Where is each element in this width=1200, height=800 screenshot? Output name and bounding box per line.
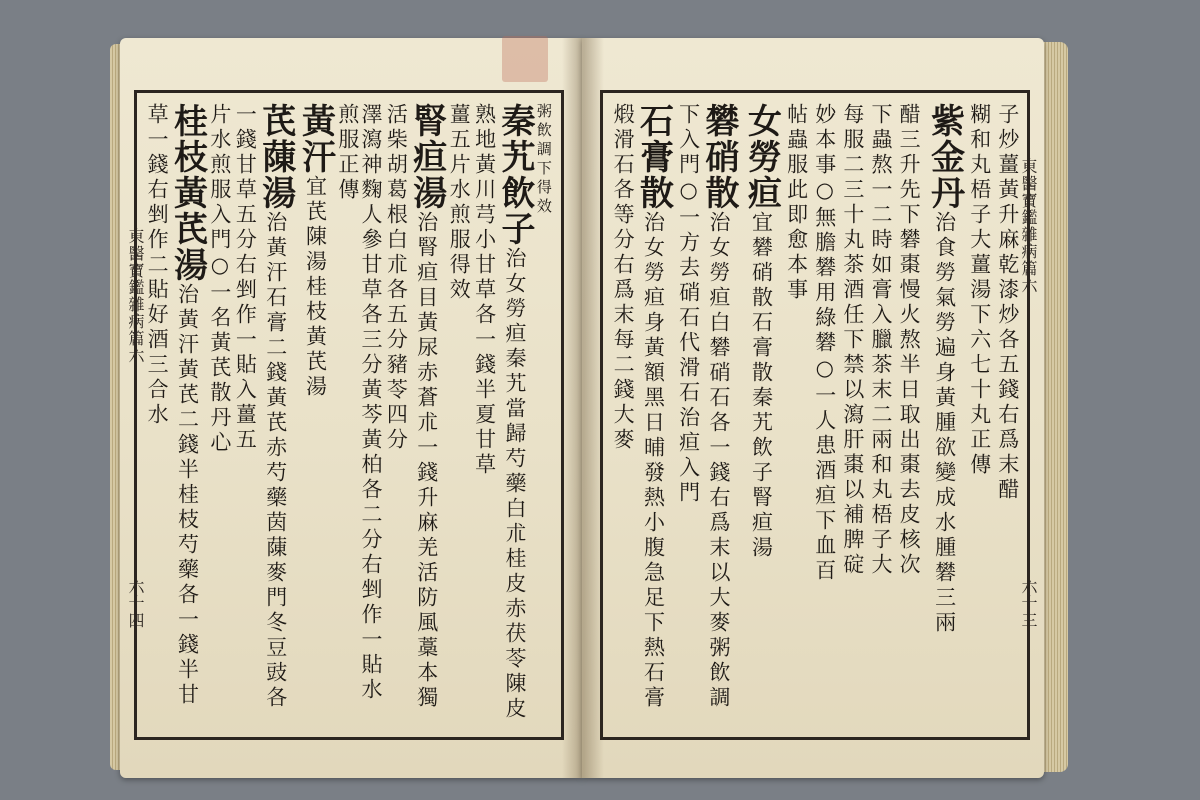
right-margin-label: 東醫寶鑑雜病篇六 [1019,158,1038,294]
right-page-column [924,103,965,727]
right-page-number: 六十三 [1019,578,1038,629]
left-margin-label: 東醫寶鑑雜病篇六 [126,228,145,364]
right-page-column [897,103,920,727]
column-text: 澤瀉神麴人參甘草各三分黃芩黃柏各二分右剉作一貼水煎服正傳 [335,103,383,703]
right-page-column [611,103,674,727]
right-page-column [785,103,808,727]
right-page-column [841,103,864,727]
prescription-title: 女勞疸 [741,103,782,211]
left-page-number: 六十四 [126,578,145,629]
left-page-column [384,103,447,727]
left-page-column [295,103,336,727]
column-text: 宜礬硝散石膏散秦艽飲子腎疸湯 [749,211,774,561]
left-page-column [473,103,533,727]
column-text: 粥飲調下得效 [534,103,553,217]
prescription-title: 石膏散 [633,103,674,211]
column-text: 治黃汗石膏二錢黃芪赤芍藥茵蔯麥門冬豆豉各一錢甘草五分右剉作一貼入薑五 [233,103,288,711]
right-page-column [869,103,892,727]
right-page-column [741,103,782,727]
right-text-columns [611,103,1019,727]
left-page-column [145,103,208,727]
column-text: 治腎疸目黃尿赤蒼朮一錢升麻羌活防風藁本獨活柴胡葛根白朮各五分豬苓四分 [384,103,439,711]
prescription-title: 礬硝散 [699,103,740,211]
right-text-frame [600,90,1030,740]
prescription-title: 桂枝黃芪湯 [167,103,208,283]
column-text: 下蟲熬一二時如膏入臘茶末二兩和丸梧子大 [869,103,894,578]
prescription-title: 秦艽飲子 [495,103,535,247]
left-page-column [336,103,382,727]
column-text: 糊和丸梧子大薑湯下六七十丸正傳 [967,103,992,478]
right-page-column [813,103,836,727]
right-page-column [968,103,991,727]
column-text: 薑五片水煎服得效 [447,103,472,303]
prescription-title: 腎疸湯 [406,103,447,211]
left-page [120,38,582,778]
column-text: 妙本事○無膽礬用綠礬○一人患酒疸下血百 [812,103,837,584]
column-text: 治女勞疸身黃額黑日晡發熱小腹急足下熱石膏煅滑石各等分右爲末每二錢大麥 [611,103,666,711]
column-text: 治女勞疸白礬硝石各一錢右爲末以大麥粥飲調下入門○一方去硝石代滑石治疸入門 [676,103,732,711]
left-page-column [233,103,296,727]
column-text: 治女勞疸秦艽當歸芍藥白朮桂皮赤茯苓陳皮熟地黃川芎小甘草各一錢半夏甘草 [472,103,527,722]
left-text-frame [134,90,564,740]
column-text: 治黃汗黃芪二錢半桂枝芍藥各一錢半甘草一錢右剉作二貼好酒三合水 [145,103,200,708]
page-stack-right [1040,42,1068,772]
column-text: 治食勞氣勞遍身黃腫欲變成水腫礬三兩 [932,211,957,636]
column-text: 片水煎服入門○一名黃芪散丹心 [207,103,232,456]
prescription-title: 紫金丹 [924,103,965,211]
left-page-column [208,103,231,727]
column-text: 每服二三十丸茶酒任下禁以瀉肝棗以補脾碇 [840,103,865,578]
prescription-title: 黃汗 [295,103,336,175]
book-gutter [562,38,604,778]
right-page-column [996,103,1019,727]
left-page-column [535,103,553,727]
right-page-column [676,103,740,727]
right-page [582,38,1044,778]
column-text: 宜芪陳湯桂枝黃芪湯 [303,175,328,400]
library-seal-stamp [502,36,548,82]
prescription-title: 芪蔯湯 [255,103,296,211]
column-text: 子炒薑黃升麻乾漆炒各五錢右爲末醋 [995,103,1020,503]
left-text-columns [145,103,553,727]
column-text: 帖蟲服此即愈本事 [784,103,809,303]
open-book [110,28,1070,786]
left-page-column [447,103,470,727]
column-text: 醋三升先下礬棗慢火熬半日取出棗去皮核次 [897,103,922,578]
